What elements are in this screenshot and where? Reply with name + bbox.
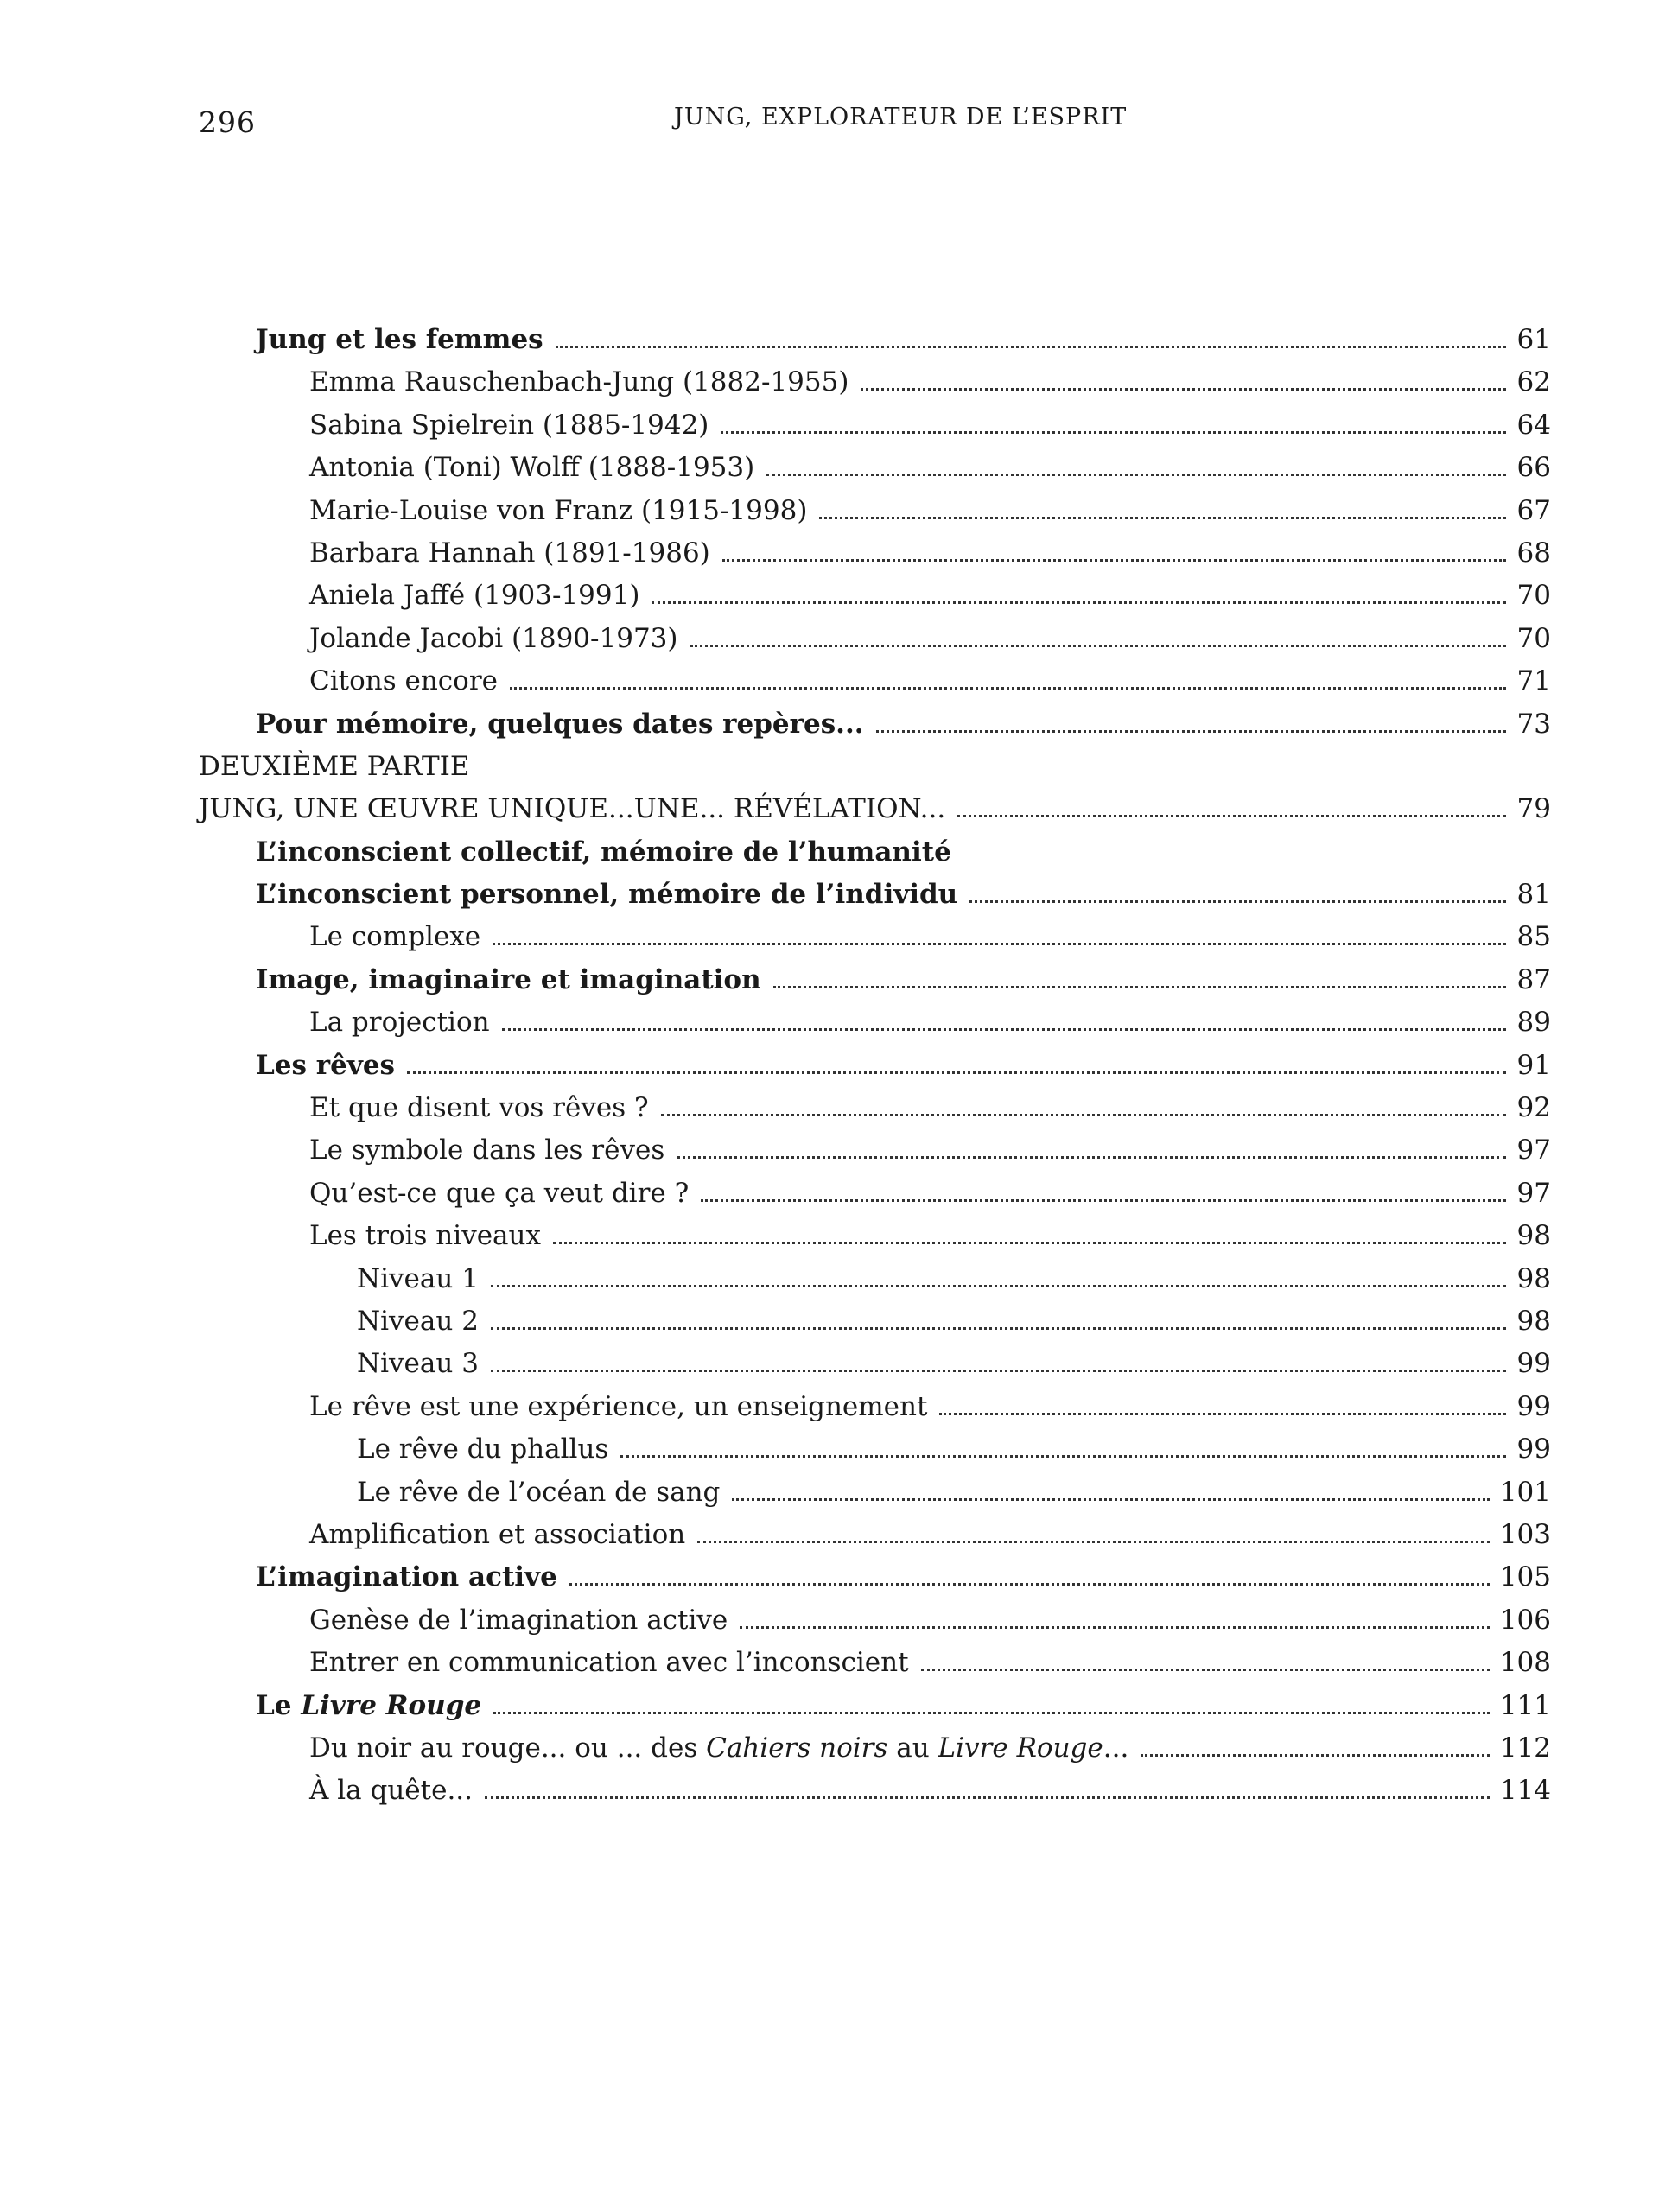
- toc-entry: [199, 580, 1551, 622]
- dot-leader: [407, 1071, 1506, 1074]
- dot-leader: [701, 1199, 1506, 1202]
- toc-entry-page: 61: [1516, 324, 1551, 355]
- toc-entry-page: 99: [1516, 1433, 1551, 1465]
- toc-entry: [199, 709, 1551, 751]
- toc-entry: [199, 879, 1551, 921]
- toc-entry: [199, 751, 1551, 793]
- dot-leader: [491, 1285, 1506, 1287]
- dot-leader: [721, 431, 1506, 434]
- toc-entry-title: Amplification et association: [309, 1518, 686, 1550]
- toc-entry-title: Pour mémoire, quelques dates repères...: [256, 708, 864, 740]
- toc-entry-title: L’inconscient collectif, mémoire de l’humanité: [256, 836, 951, 868]
- page-number: 296: [199, 105, 256, 139]
- dot-leader: [569, 1583, 1490, 1586]
- toc-entry: [199, 537, 1551, 580]
- toc-entry-title-part: Livre Rouge: [938, 1732, 1103, 1764]
- toc-entry: [199, 1647, 1551, 1689]
- toc-entry-page: 99: [1516, 1348, 1551, 1380]
- dot-leader: [766, 474, 1506, 476]
- toc-entry-page: 89: [1516, 1007, 1551, 1039]
- toc-entry-page: 70: [1516, 622, 1551, 654]
- dot-leader: [661, 1114, 1506, 1116]
- toc-entry-page: 103: [1499, 1518, 1551, 1550]
- dot-leader: [502, 1028, 1506, 1031]
- toc-entry-page: 97: [1516, 1135, 1551, 1166]
- toc-entry-title-part: Le: [256, 1689, 302, 1721]
- dot-leader: [510, 687, 1506, 690]
- dot-leader: [493, 1712, 1490, 1714]
- toc-entry-title: L’imagination active: [256, 1561, 557, 1593]
- toc-entry-page: 111: [1499, 1689, 1551, 1721]
- toc-entry-page: 67: [1516, 494, 1551, 526]
- toc-entry-title: Et que disent vos rêves ?: [309, 1092, 649, 1124]
- dot-leader: [690, 645, 1507, 647]
- toc-entry-title: Sabina Spielrein (1885-1942): [309, 409, 709, 441]
- toc-entry-title: Niveau 2: [357, 1305, 479, 1337]
- toc-entry-page: 98: [1516, 1262, 1551, 1294]
- dot-leader: [1141, 1754, 1490, 1757]
- toc-entry: [199, 1220, 1551, 1262]
- toc-entry: [199, 1433, 1551, 1476]
- dot-leader: [722, 559, 1506, 562]
- dot-leader: [740, 1626, 1490, 1629]
- toc-entry: [199, 1519, 1551, 1561]
- toc-entry-page: 92: [1516, 1092, 1551, 1124]
- toc-entry-title: La projection: [309, 1007, 490, 1039]
- dot-leader: [553, 1242, 1506, 1244]
- toc-entry: [199, 793, 1551, 836]
- toc-entry-page: 101: [1499, 1476, 1551, 1508]
- toc-entry-title-part: Du noir au rouge... ou ... des: [309, 1732, 707, 1764]
- toc-entry: [199, 324, 1551, 366]
- toc-entry: [199, 1775, 1551, 1817]
- toc-entry: [199, 1306, 1551, 1348]
- toc-entry: [199, 366, 1551, 409]
- dot-leader: [493, 943, 1506, 945]
- toc-entry-title: Emma Rauschenbach-Jung (1882-1955): [309, 366, 849, 398]
- dot-leader: [921, 1669, 1490, 1671]
- toc-entry-page: 79: [1516, 793, 1551, 825]
- toc-entry: [199, 495, 1551, 537]
- toc-entry: [199, 1690, 1551, 1732]
- toc-entry-title: Niveau 3: [357, 1348, 479, 1380]
- dot-leader: [485, 1796, 1490, 1799]
- toc-entry-page: 114: [1499, 1775, 1551, 1807]
- dot-leader: [861, 388, 1506, 391]
- toc-entry-title-part: Cahiers noirs: [706, 1732, 888, 1764]
- toc-entry: [199, 1348, 1551, 1390]
- toc-entry-title: Qu’est-ce que ça veut dire ?: [309, 1177, 690, 1209]
- table-of-contents: [199, 324, 1551, 1818]
- toc-entry-page: 81: [1516, 879, 1551, 911]
- dot-leader: [491, 1370, 1506, 1372]
- toc-entry-title: Image, imaginaire et imagination: [256, 963, 761, 995]
- dot-leader: [491, 1327, 1506, 1330]
- toc-entry-page: 112: [1499, 1732, 1551, 1764]
- dot-leader: [969, 900, 1506, 903]
- toc-entry: [199, 1007, 1551, 1049]
- toc-entry: [199, 1092, 1551, 1135]
- dot-leader: [957, 815, 1506, 817]
- toc-entry: [199, 1561, 1551, 1604]
- toc-entry: [199, 1605, 1551, 1647]
- dot-leader: [620, 1455, 1506, 1458]
- toc-entry-title: Citons encore: [309, 665, 498, 697]
- toc-entry-page: 106: [1499, 1604, 1551, 1636]
- toc-entry-title-part: Livre Rouge: [301, 1689, 482, 1721]
- toc-entry: [199, 1178, 1551, 1220]
- toc-entry-title: Entrer en communication avec l’inconscient: [309, 1647, 909, 1679]
- toc-entry-page: 91: [1516, 1049, 1551, 1081]
- toc-entry-page: 62: [1516, 366, 1551, 398]
- toc-entry: [199, 623, 1551, 665]
- running-head: JUNG, EXPLORATEUR DE L’ESPRIT: [674, 104, 1128, 130]
- toc-entry-title: Genèse de l’imagination active: [309, 1604, 728, 1636]
- dot-leader: [773, 986, 1506, 988]
- toc-entry: [199, 410, 1551, 452]
- toc-entry-title: Le complexe: [309, 921, 481, 953]
- toc-entry-page: 70: [1516, 580, 1551, 612]
- toc-entry-title: Barbara Hannah (1891-1986): [309, 537, 710, 569]
- toc-entry-page: 71: [1516, 665, 1551, 697]
- dot-leader: [677, 1156, 1506, 1159]
- toc-entry: [199, 1732, 1551, 1775]
- toc-entry-title: Les trois niveaux: [309, 1220, 541, 1252]
- toc-entry-title-part: ...: [1103, 1732, 1129, 1764]
- toc-entry-page: 99: [1516, 1390, 1551, 1422]
- dot-leader: [819, 517, 1506, 519]
- toc-entry: [199, 1263, 1551, 1306]
- toc-entry-title: Le rêve est une expérience, un enseignement: [309, 1390, 928, 1422]
- toc-entry: [199, 964, 1551, 1007]
- toc-entry-title: Les rêves: [256, 1049, 396, 1081]
- toc-entry-title: [256, 1690, 493, 1721]
- dot-leader: [556, 346, 1506, 348]
- toc-entry-title: DEUXIÈME PARTIE: [199, 750, 470, 782]
- toc-entry-page: 66: [1516, 452, 1551, 484]
- toc-entry-title: JUNG, UNE ŒUVRE UNIQUE...UNE... RÉVÉLATION...: [199, 793, 946, 825]
- toc-entry-title: Le rêve de l’océan de sang: [357, 1476, 721, 1508]
- toc-entry: [199, 836, 1551, 879]
- toc-entry: [199, 1477, 1551, 1519]
- toc-entry-title: Le symbole dans les rêves: [309, 1135, 665, 1166]
- toc-entry-page: 98: [1516, 1305, 1551, 1337]
- toc-entry-page: 105: [1499, 1561, 1551, 1593]
- toc-entry-page: 85: [1516, 921, 1551, 953]
- dot-leader: [697, 1541, 1490, 1543]
- toc-entry-page: 98: [1516, 1220, 1551, 1252]
- dot-leader: [652, 601, 1506, 604]
- toc-entry-title: Jung et les femmes: [256, 324, 543, 355]
- toc-entry: [199, 1135, 1551, 1177]
- toc-entry-page: 87: [1516, 963, 1551, 995]
- toc-entry-page: 73: [1516, 708, 1551, 740]
- toc-entry: [199, 452, 1551, 494]
- toc-entry: [199, 921, 1551, 963]
- toc-entry: [199, 1050, 1551, 1092]
- toc-entry-title: À la quête...: [309, 1775, 474, 1807]
- toc-entry-page: 108: [1499, 1647, 1551, 1679]
- toc-entry: [199, 1391, 1551, 1433]
- toc-entry-page: 64: [1516, 409, 1551, 441]
- toc-entry: [199, 665, 1551, 708]
- toc-entry-title: [309, 1732, 1141, 1764]
- toc-entry-page: 68: [1516, 537, 1551, 569]
- toc-entry-title: L’inconscient personnel, mémoire de l’individu: [256, 879, 958, 911]
- toc-entry-title: Niveau 1: [357, 1262, 479, 1294]
- toc-entry-title-part: au: [887, 1732, 938, 1764]
- toc-entry-title: Le rêve du phallus: [357, 1433, 609, 1465]
- toc-entry-page: 97: [1516, 1177, 1551, 1209]
- toc-entry-title: Aniela Jaffé (1903-1991): [309, 580, 640, 612]
- toc-entry-title: Jolande Jacobi (1890-1973): [309, 622, 678, 654]
- dot-leader: [939, 1413, 1506, 1415]
- toc-entry-title: Marie-Louise von Franz (1915-1998): [309, 494, 808, 526]
- toc-entry-title: Antonia (Toni) Wolff (1888-1953): [309, 452, 755, 484]
- dot-leader: [876, 730, 1506, 733]
- dot-leader: [732, 1498, 1489, 1501]
